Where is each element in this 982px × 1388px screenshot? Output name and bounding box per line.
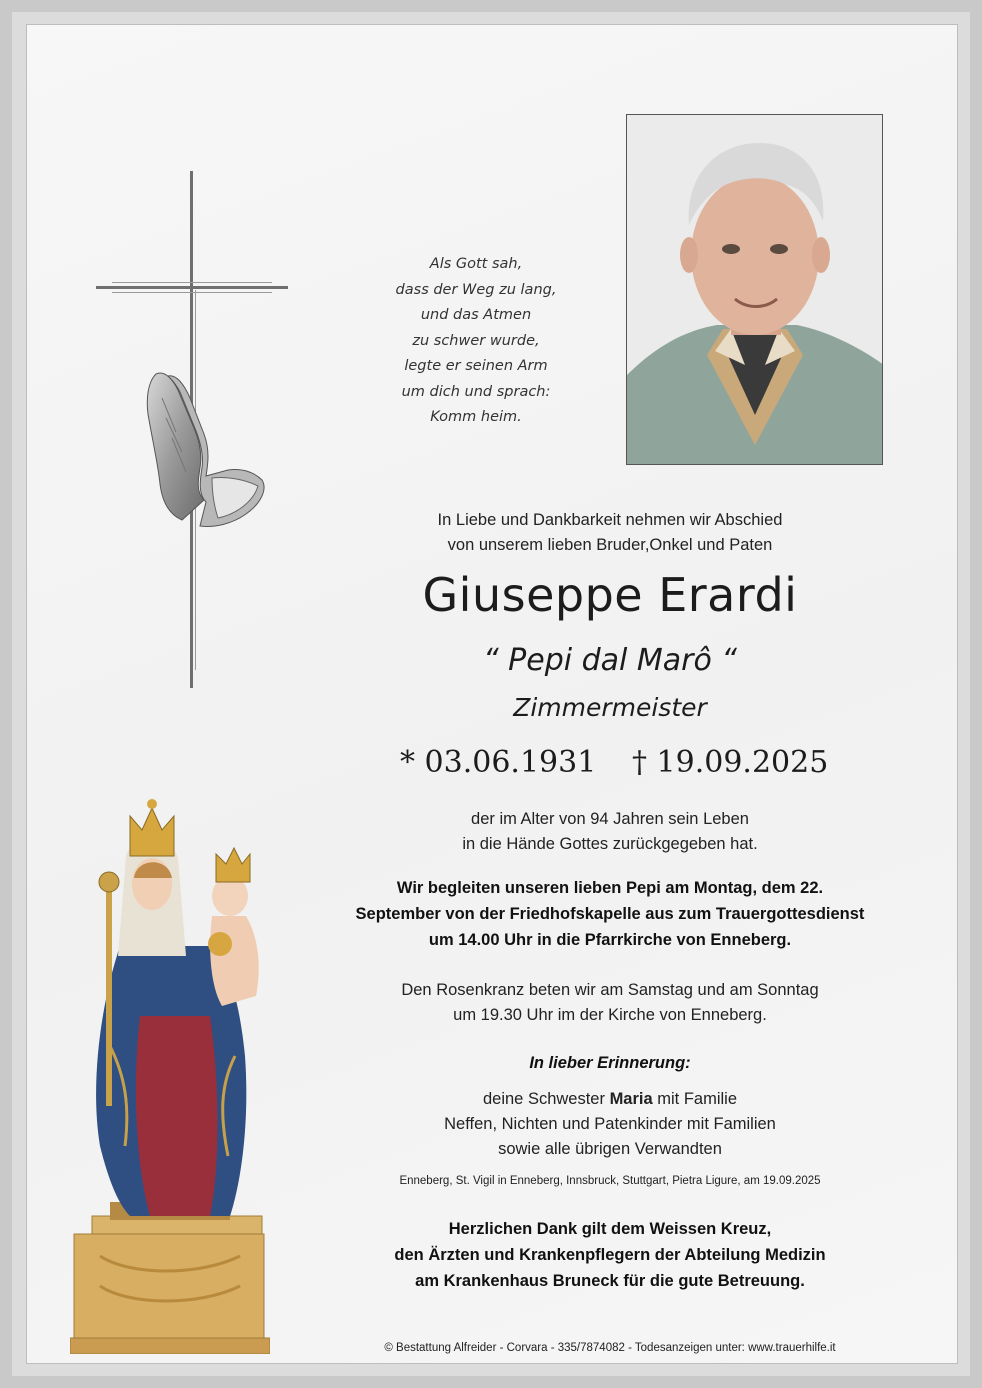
funeral-line: September von der Friedhofskapelle aus zum Trauergottesdienst (355, 905, 865, 923)
deceased-name: Giuseppe Erardi (422, 568, 798, 622)
madonna-statue-image (70, 786, 270, 1354)
mourners-line: sowie alle übrigen Verwandten (498, 1140, 722, 1158)
funeral-line: Wir begleiten unseren lieben Pepi am Montag, dem 22. (396, 879, 824, 897)
profession: Zimmermeister (513, 693, 707, 722)
age-line: der im Alter von 94 Jahren sein Leben (471, 810, 749, 828)
birth-date: * 03.06.1931 (400, 745, 597, 780)
mourners-line: Neffen, Nichten und Patenkinder mit Familien (444, 1115, 776, 1133)
poem-line: dass der Weg zu lang, (395, 281, 557, 298)
intro-line: In Liebe und Dankbarkeit nehmen wir Abschied (437, 511, 783, 529)
portrait-photo (626, 114, 883, 465)
mourners-text: deine Schwester (482, 1090, 610, 1108)
thanks-line: den Ärzten und Krankenpflegern der Abteilung Medizin (394, 1246, 826, 1264)
places-date: Enneberg, St. Vigil in Enneberg, Innsbruck, Stuttgart, Pietra Ligure, am 19.09.2025 (399, 1175, 821, 1187)
funeral-line: um 14.00 Uhr in die Pfarrkirche von Enneberg. (428, 931, 792, 949)
rosary-line: Den Rosenkranz beten wir am Samstag und am Sonntag (401, 981, 819, 999)
poem-line: Komm heim. (430, 409, 522, 425)
age-line: in die Hände Gottes zurückgegeben hat. (462, 835, 758, 853)
poem-line: und das Atmen (420, 307, 532, 323)
intro-line: von unserem lieben Bruder,Onkel und Paten (447, 536, 773, 554)
footer-credit: © Bestattung Alfreider - Corvara - 335/7874082 - Todesanzeigen unter: www.trauerhilfe.it (384, 1342, 836, 1354)
poem-line: legte er seinen Arm (404, 358, 548, 374)
rosary-line: um 19.30 Uhr im der Kirche von Enneberg. (453, 1006, 767, 1024)
mourners-text: mit Familie (652, 1090, 738, 1108)
poem-line: Als Gott sah, (429, 256, 523, 272)
nickname: “ Pepi dal Marô “ (483, 643, 737, 678)
portrait-image (627, 115, 883, 465)
praying-hands-icon (142, 368, 270, 534)
mourners-line (300, 1087, 920, 1112)
poem-line: um dich und sprach: (401, 383, 551, 400)
sister-name: Maria (609, 1090, 653, 1108)
poem-line: zu schwer wurde, (412, 332, 540, 349)
poem (378, 252, 574, 431)
death-date: † 19.09.2025 (632, 745, 829, 780)
thanks-line: am Krankenhaus Bruneck für die gute Betreuung. (415, 1272, 805, 1290)
memory-heading: In lieber Erinnerung: (529, 1054, 691, 1072)
thanks-line: Herzlichen Dank gilt dem Weissen Kreuz, (448, 1220, 772, 1238)
